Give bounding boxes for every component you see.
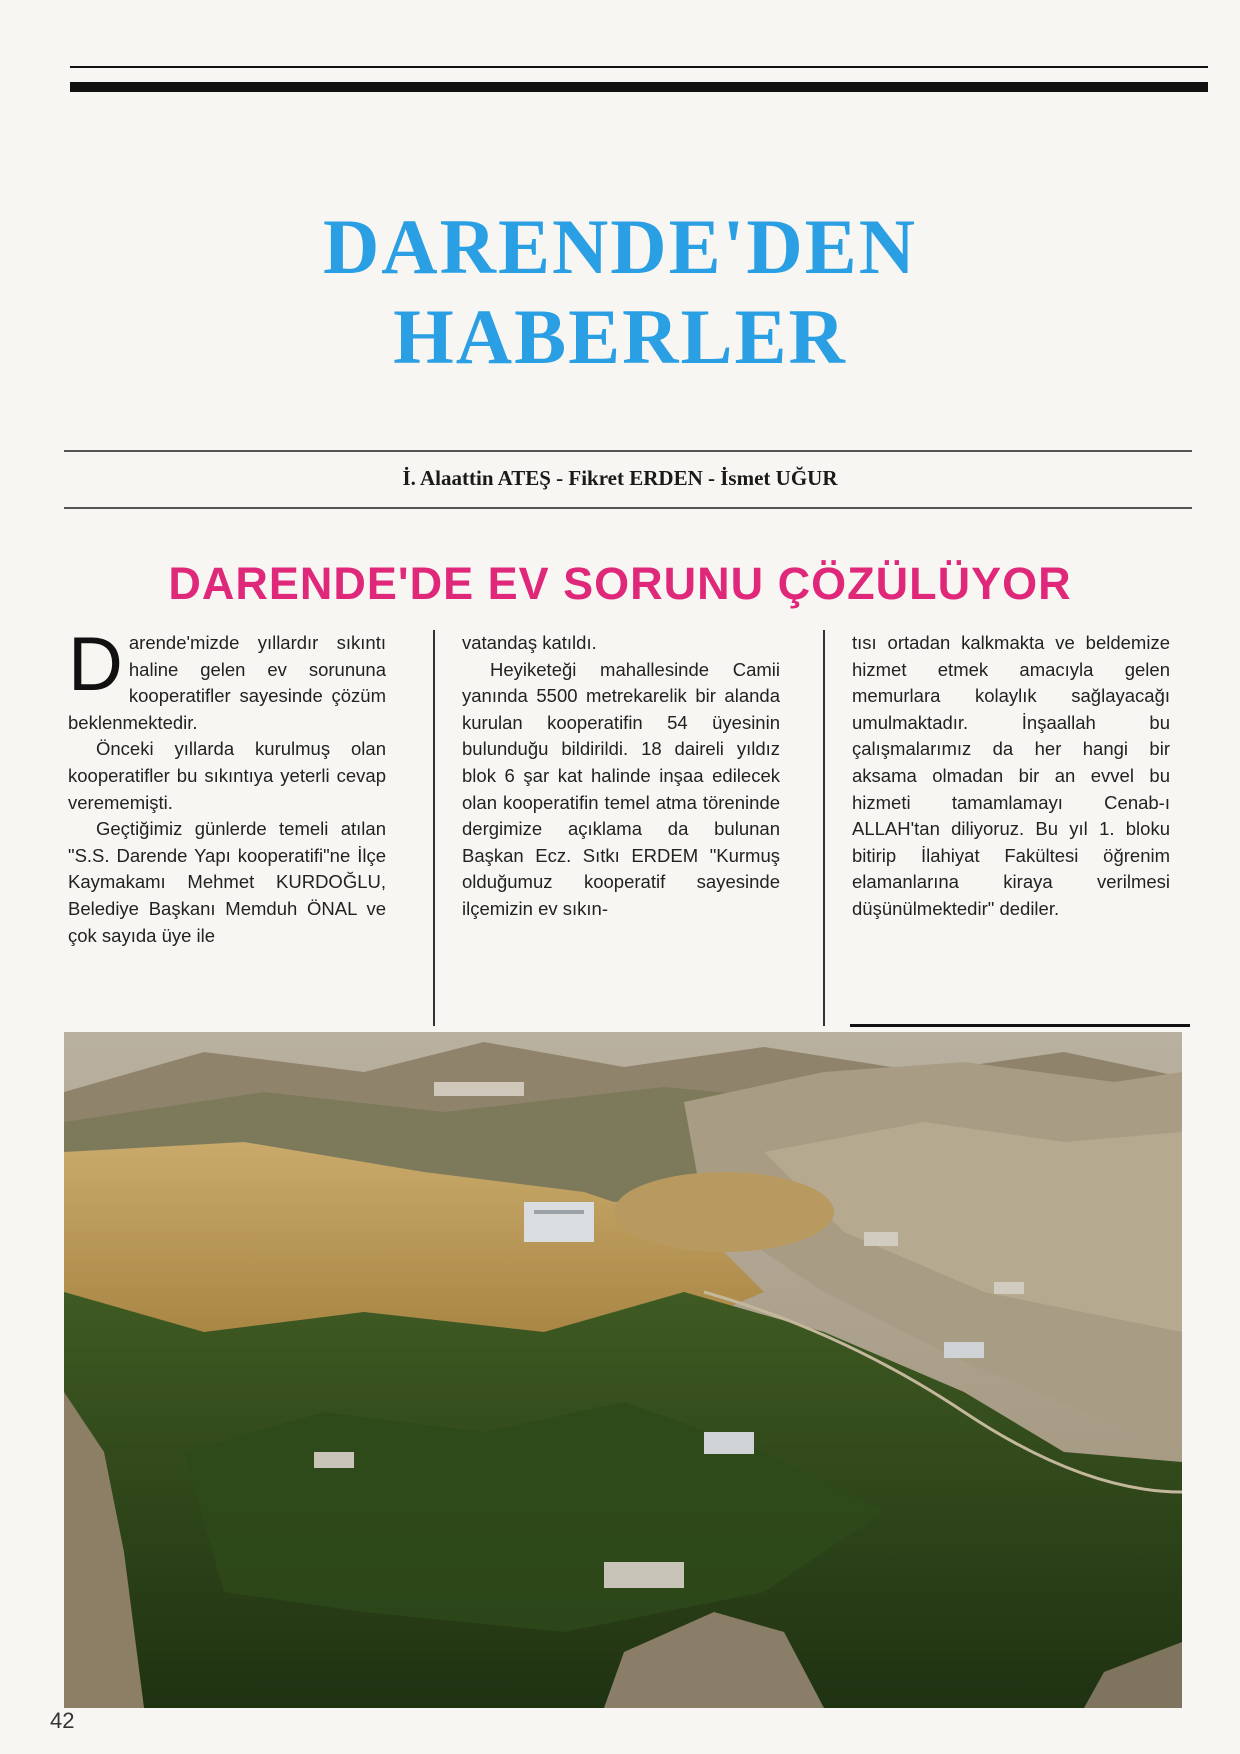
article-column-2 — [462, 630, 780, 923]
paragraph-text: arende'mizde yıllardır sıkıntı haline gelen ev sorununa kooperatifler sayesinde çözüm beklenmektedir. — [68, 632, 386, 733]
landscape-photo — [64, 1032, 1182, 1708]
landscape-photo-icon — [64, 1032, 1182, 1708]
paragraph: Geçtiğimiz günlerde temeli atılan "S.S. Darende Yapı kooperatifi"ne İlçe Kaymakamı Mehmet KURDOĞLU, Belediye Başkanı Memduh ÖNAL ve çok sayıda üye ile — [68, 818, 386, 946]
column-end-rule — [850, 1024, 1190, 1027]
top-thick-rule — [70, 82, 1208, 92]
author-byline: İ. Alaattin ATEŞ - Fikret ERDEN - İsmet UĞUR — [402, 466, 838, 490]
page-title-line2: HABERLER — [393, 293, 847, 380]
page-title-line1: DARENDE'DEN — [322, 203, 918, 290]
drop-cap: D — [68, 622, 123, 707]
top-thin-rule — [70, 66, 1208, 68]
paragraph: vatandaş katıldı. — [462, 632, 597, 653]
paragraph: Heyiketeği mahallesinde Camii yanında 5500 metrekarelik bir alanda kurulan kooperatifin 54 üyesinin bulunduğu bildirildi. 18 daireli yıldız blok 6 şar kat halinde inşaa edilecek olan kooperatifin temel atma töreninde dergimize açıklama da bulunan Başkan Ecz. Sıtkı ERDEM "Kurmuş olduğumuz kooperatif sayesinde ilçemizin ev sıkın- — [462, 658, 780, 919]
article-headline: DARENDE'DE EV SORUNU ÇÖZÜLÜYOR — [168, 558, 1072, 609]
article-column-3 — [852, 630, 1170, 923]
page-number: 42 — [50, 1708, 75, 1733]
column-divider — [823, 630, 825, 1026]
article-column-1 — [68, 622, 386, 949]
byline-bottom-rule — [64, 507, 1192, 509]
paragraph: tısı ortadan kalkmakta ve beldemize hizmet etmek amacıyla gelen memurlara kolaylık sağlayacağı umulmaktadır. İnşaallah bu çalışmalarımız da her hangi bir aksama olmadan bir an evvel bu hizmeti tamamlamayı Cenab-ı ALLAH'tan diliyoruz. Bu yıl 1. bloku bitirip İlahiyat Fakültesi öğrenim elamanlarına kiraya verilmesi düşünülmektedir" dediler. — [852, 632, 1170, 919]
paragraph — [68, 622, 386, 736]
paragraph: Önceki yıllarda kurulmuş olan kooperatifler bu sıkıntıya yeterli cevap verememişti. — [68, 738, 386, 813]
column-divider — [433, 630, 435, 1026]
byline-top-rule — [64, 450, 1192, 452]
